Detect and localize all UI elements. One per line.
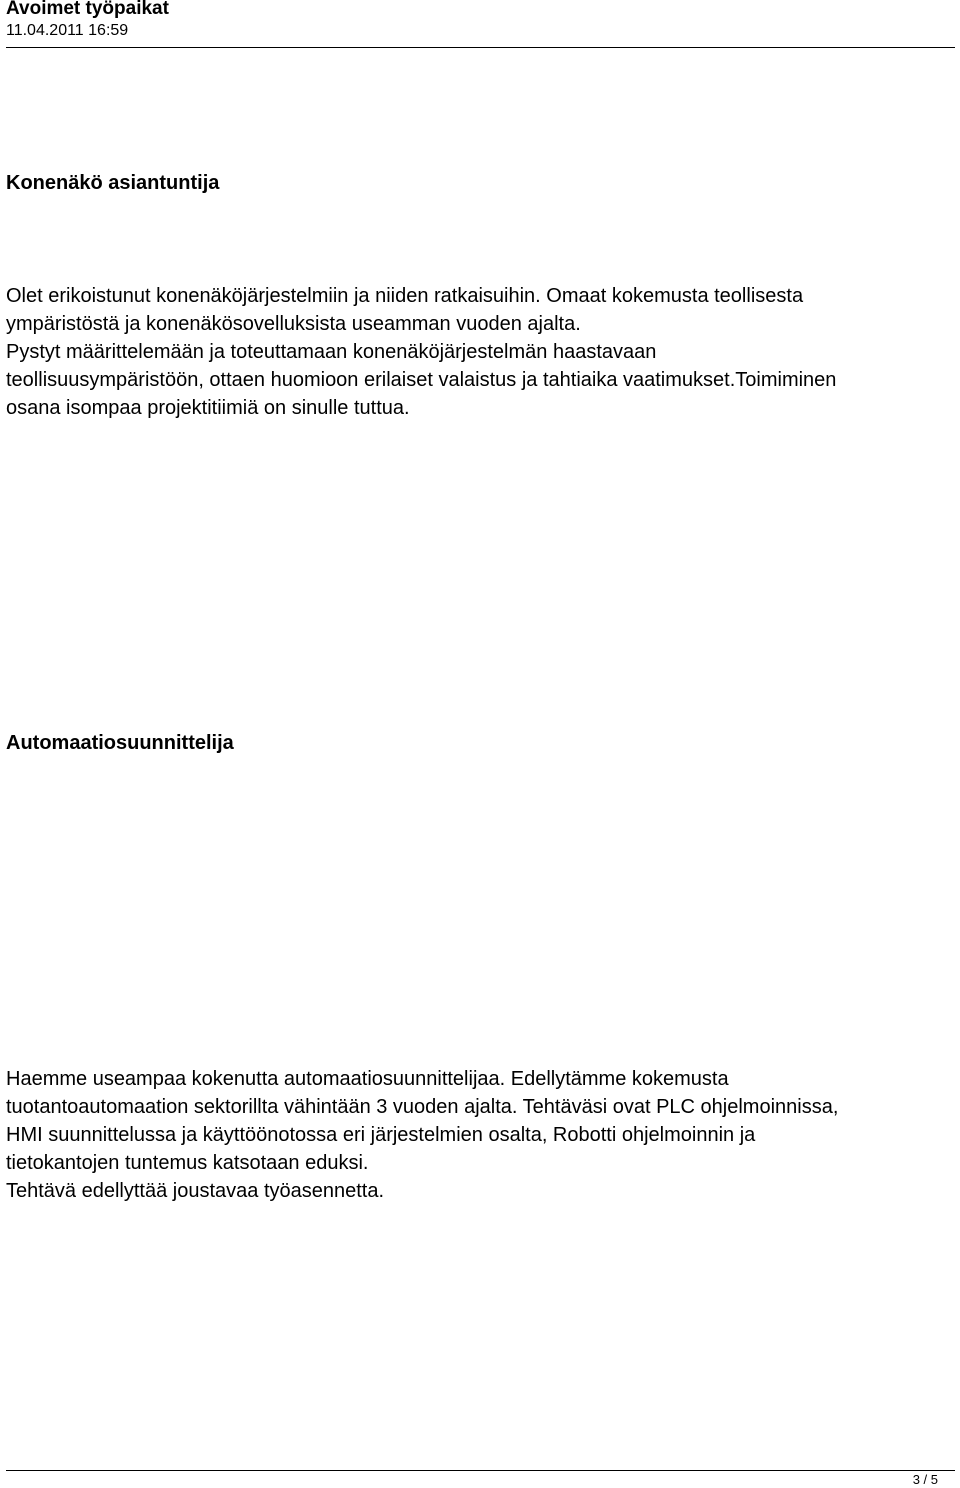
job-description-line: Olet erikoistunut konenäköjärjestelmiin ja niiden ratkaisuihin. Omaat kokemusta teollisesta — [6, 285, 804, 307]
job-title-automaatio: Automaatiosuunnittelija — [6, 732, 234, 754]
job-description-konenako — [6, 282, 951, 422]
job-description-line: Haemme useampaa kokenutta automaatiosuunnittelijaa. Edellytämme kokemusta — [6, 1068, 729, 1090]
page-header — [6, 0, 956, 41]
job-description-line: osana isompaa projektitiimiä on sinulle tuttua. — [6, 397, 410, 419]
job-description-line: tietokantojen tuntemus katsotaan eduksi. — [6, 1152, 369, 1174]
header-divider — [6, 47, 955, 48]
job-description-line: tuotantoautomaation sektorillta vähintään 3 vuoden ajalta. Tehtäväsi ovat PLC ohjelmoinnissa, — [6, 1096, 839, 1118]
footer-divider — [6, 1470, 955, 1471]
job-description-line: ympäristöstä ja konenäkösovelluksista useamman vuoden ajalta. — [6, 313, 581, 335]
job-description-line: Pystyt määrittelemään ja toteuttamaan konenäköjärjestelmän haastavaan — [6, 341, 657, 363]
page-number: 3 / 5 — [912, 1472, 938, 1487]
job-description-line: teollisuusympäristöön, ottaen huomioon erilaiset valaistus ja tahtiaika vaatimukset.Toimiminen — [6, 369, 837, 391]
header-title: Avoimet työpaikat — [6, 0, 169, 19]
job-description-line: Tehtävä edellyttää joustavaa työasennetta. — [6, 1180, 385, 1202]
job-title-konenako: Konenäkö asiantuntija — [6, 172, 220, 194]
header-date: 11.04.2011 16:59 — [6, 22, 129, 39]
job-description-line: HMI suunnittelussa ja käyttöönotossa eri järjestelmien osalta, Robotti ohjelmoinnin ja — [6, 1124, 756, 1146]
job-description-automaatio — [6, 1065, 951, 1205]
